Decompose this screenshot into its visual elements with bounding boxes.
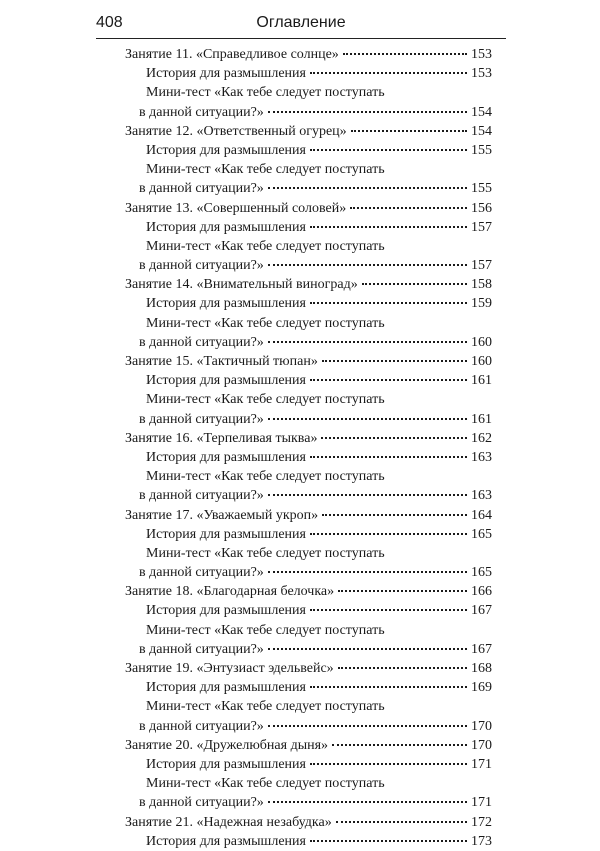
toc-entry-title: Мини-тест «Как тебе следует поступать bbox=[146, 315, 385, 331]
dot-leader bbox=[310, 608, 467, 611]
toc-page-number: 165 bbox=[471, 526, 492, 542]
toc-entry-title: История для размышления bbox=[146, 526, 306, 542]
toc-lesson-entry[interactable] bbox=[125, 659, 492, 678]
toc-entry-title: Занятие 13. «Совершенный соловей» bbox=[125, 200, 347, 216]
toc-subentry[interactable] bbox=[125, 486, 492, 505]
toc-page-number: 160 bbox=[471, 334, 492, 350]
toc-subentry[interactable] bbox=[125, 525, 492, 544]
toc-page-number: 154 bbox=[471, 104, 492, 120]
dot-leader bbox=[268, 800, 467, 803]
toc-subentry[interactable] bbox=[125, 218, 492, 237]
toc-subentry[interactable] bbox=[125, 160, 492, 179]
toc-subentry[interactable] bbox=[125, 256, 492, 275]
dot-leader bbox=[332, 743, 467, 746]
toc-page-number: 153 bbox=[471, 47, 492, 62]
toc-page-number: 166 bbox=[471, 584, 492, 600]
toc-subentry[interactable] bbox=[125, 717, 492, 736]
dot-leader bbox=[322, 359, 467, 362]
toc-subentry[interactable] bbox=[125, 237, 492, 256]
toc-subentry[interactable] bbox=[125, 141, 492, 160]
dot-leader bbox=[268, 110, 467, 113]
toc-page-number: 153 bbox=[471, 66, 492, 82]
toc-entry-title: Мини-тест «Как тебе следует поступать bbox=[146, 238, 385, 254]
toc-page-number: 164 bbox=[471, 507, 492, 523]
toc-page-number: 165 bbox=[471, 565, 492, 581]
toc-entry-title: Мини-тест «Как тебе следует поступать bbox=[146, 469, 385, 485]
toc-lesson-entry[interactable] bbox=[125, 429, 492, 448]
toc-entry-title: Мини-тест «Как тебе следует поступать bbox=[146, 85, 385, 101]
table-of-contents bbox=[125, 45, 492, 851]
toc-page-number: 162 bbox=[471, 430, 492, 446]
toc-entry-title: Занятие 14. «Внимательный виноград» bbox=[125, 277, 358, 293]
dot-leader bbox=[336, 820, 467, 823]
toc-subentry[interactable] bbox=[125, 621, 492, 640]
dot-leader bbox=[338, 589, 467, 592]
toc-page-number: 156 bbox=[471, 200, 492, 216]
toc-page-number: 158 bbox=[471, 277, 492, 293]
toc-subentry[interactable] bbox=[125, 64, 492, 83]
toc-subentry[interactable] bbox=[125, 601, 492, 620]
toc-entry-title: в данной ситуации?» bbox=[139, 641, 264, 657]
toc-entry-title: История для размышления bbox=[146, 66, 306, 82]
toc-subentry[interactable] bbox=[125, 774, 492, 793]
toc-subentry[interactable] bbox=[125, 640, 492, 659]
toc-subentry[interactable] bbox=[125, 467, 492, 486]
toc-page-number: 168 bbox=[471, 661, 492, 676]
toc-subentry[interactable] bbox=[125, 83, 492, 102]
toc-page-number: 155 bbox=[471, 181, 492, 197]
toc-lesson-entry[interactable] bbox=[125, 275, 492, 294]
toc-subentry[interactable] bbox=[125, 333, 492, 352]
toc-page-number: 167 bbox=[471, 603, 492, 619]
toc-subentry[interactable] bbox=[125, 697, 492, 716]
toc-page-number: 159 bbox=[471, 296, 492, 312]
toc-entry-title: Занятие 19. «Энтузиаст эдельвейс» bbox=[125, 661, 334, 676]
toc-page-number: 167 bbox=[471, 641, 492, 657]
toc-subentry[interactable] bbox=[125, 410, 492, 429]
dot-leader bbox=[268, 493, 467, 496]
dot-leader bbox=[310, 762, 467, 765]
dot-leader bbox=[268, 724, 467, 727]
toc-entry-title: Занятие 18. «Благодарная белочка» bbox=[125, 584, 335, 600]
toc-page-number: 163 bbox=[471, 488, 492, 504]
dot-leader bbox=[322, 513, 467, 516]
toc-entry-title: в данной ситуации?» bbox=[139, 104, 264, 120]
dot-leader bbox=[310, 71, 467, 74]
dot-leader bbox=[268, 647, 467, 650]
toc-subentry[interactable] bbox=[125, 832, 492, 851]
toc-subentry[interactable] bbox=[125, 371, 492, 390]
toc-entry-title: Мини-тест «Как тебе следует поступать bbox=[146, 776, 385, 792]
toc-page-number: 161 bbox=[471, 373, 492, 389]
toc-entry-title: в данной ситуации?» bbox=[139, 565, 264, 581]
toc-entry-title: Занятие 12. «Ответственный огурец» bbox=[125, 123, 347, 139]
toc-entry-title: Мини-тест «Как тебе следует поступать bbox=[146, 622, 385, 638]
dot-leader bbox=[268, 186, 467, 189]
page-header bbox=[96, 14, 506, 36]
toc-page-number: 171 bbox=[471, 756, 492, 772]
toc-entry-title: в данной ситуации?» bbox=[139, 258, 264, 274]
toc-lesson-entry[interactable] bbox=[125, 45, 492, 64]
toc-subentry[interactable] bbox=[125, 793, 492, 812]
toc-subentry[interactable] bbox=[125, 678, 492, 697]
toc-entry-title: в данной ситуации?» bbox=[139, 488, 264, 504]
dot-leader bbox=[268, 340, 467, 343]
toc-subentry[interactable] bbox=[125, 179, 492, 198]
toc-entry-title: Занятие 21. «Надежная незабудка» bbox=[125, 814, 332, 830]
toc-page-number: 170 bbox=[471, 737, 492, 753]
toc-subentry[interactable] bbox=[125, 448, 492, 467]
toc-page-number: 157 bbox=[471, 258, 492, 274]
toc-page-number: 172 bbox=[471, 814, 492, 830]
toc-lesson-entry[interactable] bbox=[125, 122, 492, 141]
toc-lesson-entry[interactable] bbox=[125, 582, 492, 601]
toc-lesson-entry[interactable] bbox=[125, 199, 492, 218]
toc-subentry[interactable] bbox=[125, 390, 492, 409]
toc-page-number: 157 bbox=[471, 219, 492, 235]
dot-leader bbox=[268, 263, 467, 266]
toc-page-number: 169 bbox=[471, 680, 492, 696]
dot-leader bbox=[310, 685, 467, 688]
toc-entry-title: История для размышления bbox=[146, 603, 306, 619]
dot-leader bbox=[338, 666, 467, 669]
toc-subentry[interactable] bbox=[125, 563, 492, 582]
toc-entry-title: Занятие 16. «Терпеливая тыква» bbox=[125, 430, 318, 446]
dot-leader bbox=[310, 148, 467, 151]
toc-page-number: 163 bbox=[471, 449, 492, 465]
dot-leader bbox=[310, 532, 467, 535]
dot-leader bbox=[310, 225, 467, 228]
toc-page-number: 170 bbox=[471, 718, 492, 734]
toc-entry-title: в данной ситуации?» bbox=[139, 181, 264, 197]
toc-entry-title: История для размышления bbox=[146, 219, 306, 235]
toc-entry-title: Мини-тест «Как тебе следует поступать bbox=[146, 545, 385, 561]
toc-entry-title: Мини-тест «Как тебе следует поступать bbox=[146, 392, 385, 408]
toc-entry-title: История для размышления bbox=[146, 680, 306, 696]
dot-leader bbox=[268, 570, 467, 573]
toc-page-number: 161 bbox=[471, 411, 492, 427]
running-head: Оглавление bbox=[256, 14, 346, 31]
toc-lesson-entry[interactable] bbox=[125, 736, 492, 755]
toc-entry-title: Занятие 20. «Дружелюбная дыня» bbox=[125, 737, 329, 753]
toc-entry-title: Занятие 15. «Тактичный тюпан» bbox=[125, 354, 318, 369]
dot-leader bbox=[351, 129, 467, 132]
dot-leader bbox=[310, 378, 467, 381]
toc-entry-title: История для размышления bbox=[146, 296, 306, 312]
toc-lesson-entry[interactable] bbox=[125, 506, 492, 525]
toc-subentry[interactable] bbox=[125, 103, 492, 122]
toc-page-number: 173 bbox=[471, 833, 492, 849]
toc-subentry[interactable] bbox=[125, 314, 492, 333]
toc-page-number: 160 bbox=[471, 354, 492, 369]
header-rule bbox=[96, 38, 506, 39]
toc-page-number: 155 bbox=[471, 142, 492, 158]
dot-leader bbox=[350, 206, 467, 209]
toc-entry-title: Занятие 17. «Уважаемый укроп» bbox=[125, 507, 319, 523]
toc-entry-title: Мини-тест «Как тебе следует поступать bbox=[146, 699, 385, 715]
toc-entry-title: История для размышления bbox=[146, 449, 306, 465]
toc-page-number: 154 bbox=[471, 123, 492, 139]
toc-entry-title: в данной ситуации?» bbox=[139, 411, 264, 427]
toc-subentry[interactable] bbox=[125, 755, 492, 774]
toc-entry-title: История для размышления bbox=[146, 833, 306, 849]
toc-entry-title: Занятие 11. «Справедливое солнце» bbox=[125, 47, 339, 62]
toc-subentry[interactable] bbox=[125, 294, 492, 313]
dot-leader bbox=[310, 301, 467, 304]
dot-leader bbox=[362, 282, 467, 285]
dot-leader bbox=[343, 52, 467, 55]
page-number: 408 bbox=[96, 14, 123, 31]
toc-entry-title: в данной ситуации?» bbox=[139, 795, 264, 811]
dot-leader bbox=[321, 436, 467, 439]
toc-lesson-entry[interactable] bbox=[125, 352, 492, 371]
toc-entry-title: в данной ситуации?» bbox=[139, 718, 264, 734]
dot-leader bbox=[268, 417, 467, 420]
toc-entry-title: История для размышления bbox=[146, 756, 306, 772]
toc-entry-title: История для размышления bbox=[146, 142, 306, 158]
toc-lesson-entry[interactable] bbox=[125, 813, 492, 832]
toc-page-number: 171 bbox=[471, 795, 492, 811]
dot-leader bbox=[310, 455, 467, 458]
toc-entry-title: Мини-тест «Как тебе следует поступать bbox=[146, 162, 385, 178]
toc-entry-title: в данной ситуации?» bbox=[139, 334, 264, 350]
dot-leader bbox=[310, 839, 467, 842]
toc-subentry[interactable] bbox=[125, 544, 492, 563]
toc-entry-title: История для размышления bbox=[146, 373, 306, 389]
